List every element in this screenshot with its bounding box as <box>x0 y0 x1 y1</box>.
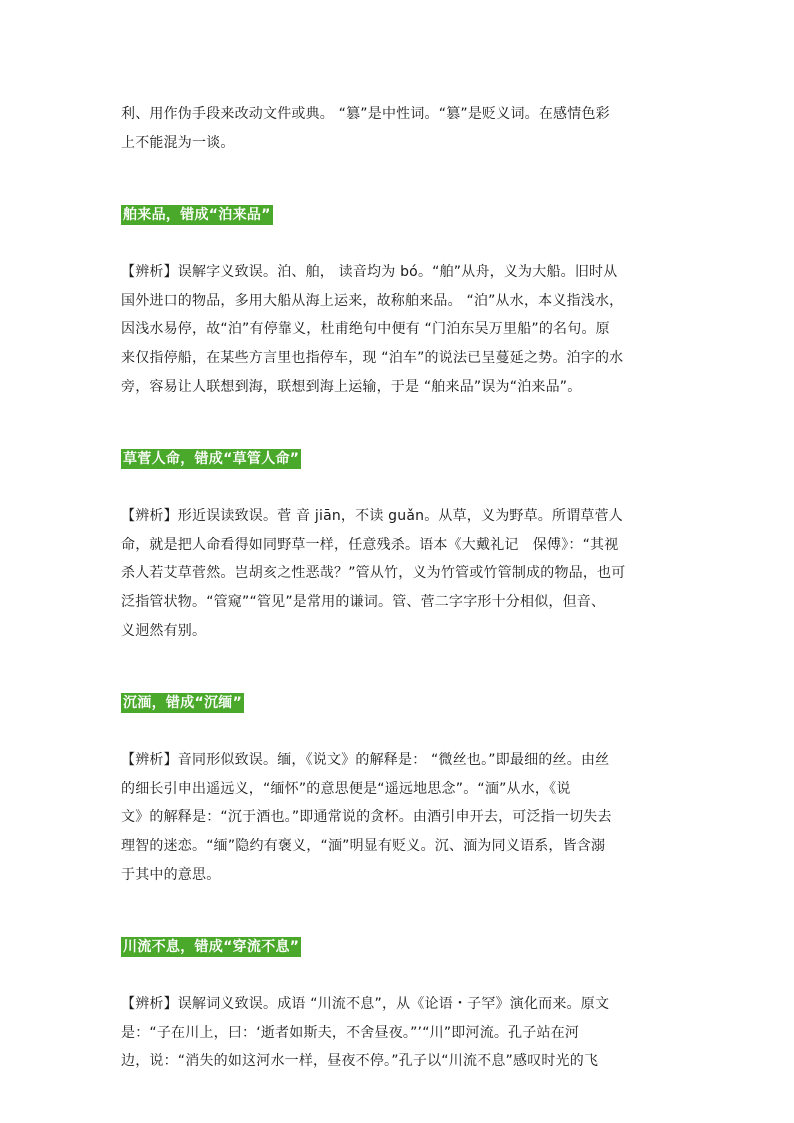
text-line: 杀人若艾草菅然。岂胡亥之性恶哉？”管从竹，义为竹管或竹管制成的物品，也可 <box>121 565 626 582</box>
section-paragraph <box>121 746 673 889</box>
text-line: 国外进口的物品，多用大船从海上运来，故称舶来品。 “泊”从水，本义指浅水， <box>121 292 624 309</box>
section-paragraph <box>121 258 673 401</box>
text-line: 理智的迷恋。“缅”隐约有褒义，“湎”明显有贬义。沉、湎为同义语系，皆含溺 <box>121 837 606 854</box>
text-line: 是：“子在川上，曰：‘逝者如斯夫，不舍昼夜。”’“川”即河流。孔子站在河 <box>121 1024 580 1041</box>
section-heading: 川流不息，错成“穿流不息” <box>123 939 300 956</box>
section-heading: 草菅人命，错成“草管人命” <box>123 451 300 468</box>
text-line: 【辨析】形近误读致误。菅 音 jiān，不读 guǎn。从草，义为野草。所谓草菅人 <box>121 508 623 525</box>
text-line: 边，说：“消失的如这河水一样，昼夜不停。”孔子以“川流不息”感叹时光的飞 <box>121 1053 599 1070</box>
text-line: 【辨析】音同形似致误。缅，《说文》的解释是： “微丝也。”即最细的丝。由丝 <box>121 752 610 769</box>
intro-paragraph <box>121 100 673 157</box>
text-line: 旁，容易让人联想到海，联想到海上运输，于是 “舶来品”误为“泊来品”。 <box>121 378 582 395</box>
section-paragraph <box>121 990 673 1076</box>
section-heading: 舶来品，错成“泊来品” <box>123 207 271 224</box>
text-line: 利、用作伪手段来改动文件或典。 “篡”是中性词。“篡”是贬义词。在感情色彩 <box>121 106 610 122</box>
text-line: 来仅指停船，在某些方言里也指停车，现 “泊车”的说法已呈蔓延之势。泊字的水 <box>121 349 624 366</box>
document-body <box>121 100 673 1076</box>
section-paragraph <box>121 502 673 645</box>
text-line: 的细长引申出遥远义，“缅怀”的意思便是“遥远地思念”。“湎”从水，《说 <box>121 780 571 797</box>
text-line: 于其中的意思。 <box>121 866 221 883</box>
text-line: 因浅水易停，故“泊”有停靠义，杜甫绝句中便有 “门泊东吴万里船”的名句。原 <box>121 321 610 338</box>
text-line: 【辨析】误解词义致误。成语 “川流不息”，从《论语・子罕》演化而来。原文 <box>121 996 610 1013</box>
text-line: 上不能混为一谈。 <box>121 134 235 151</box>
text-line: 命，就是把人命看得如同野草一样，任意残杀。语本《大戴礼记 保傅》：“其视 <box>121 536 619 553</box>
text-line: 义迥然有别。 <box>121 622 207 639</box>
text-line: 【辨析】误解字义致误。泊、舶， 读音均为 bó。“舶”从舟，义为大船。旧时从 <box>121 264 618 281</box>
text-line: 文》的解释是：“沉于酒也。”即通常说的贪杯。由酒引申开去，可泛指一切失去 <box>121 809 612 826</box>
section-heading: 沉湎，错成“沉缅” <box>123 695 243 712</box>
text-line: 泛指管状物。“管窥”“管见”是常用的谦词。管、菅二字字形十分相似，但音、 <box>121 593 606 610</box>
